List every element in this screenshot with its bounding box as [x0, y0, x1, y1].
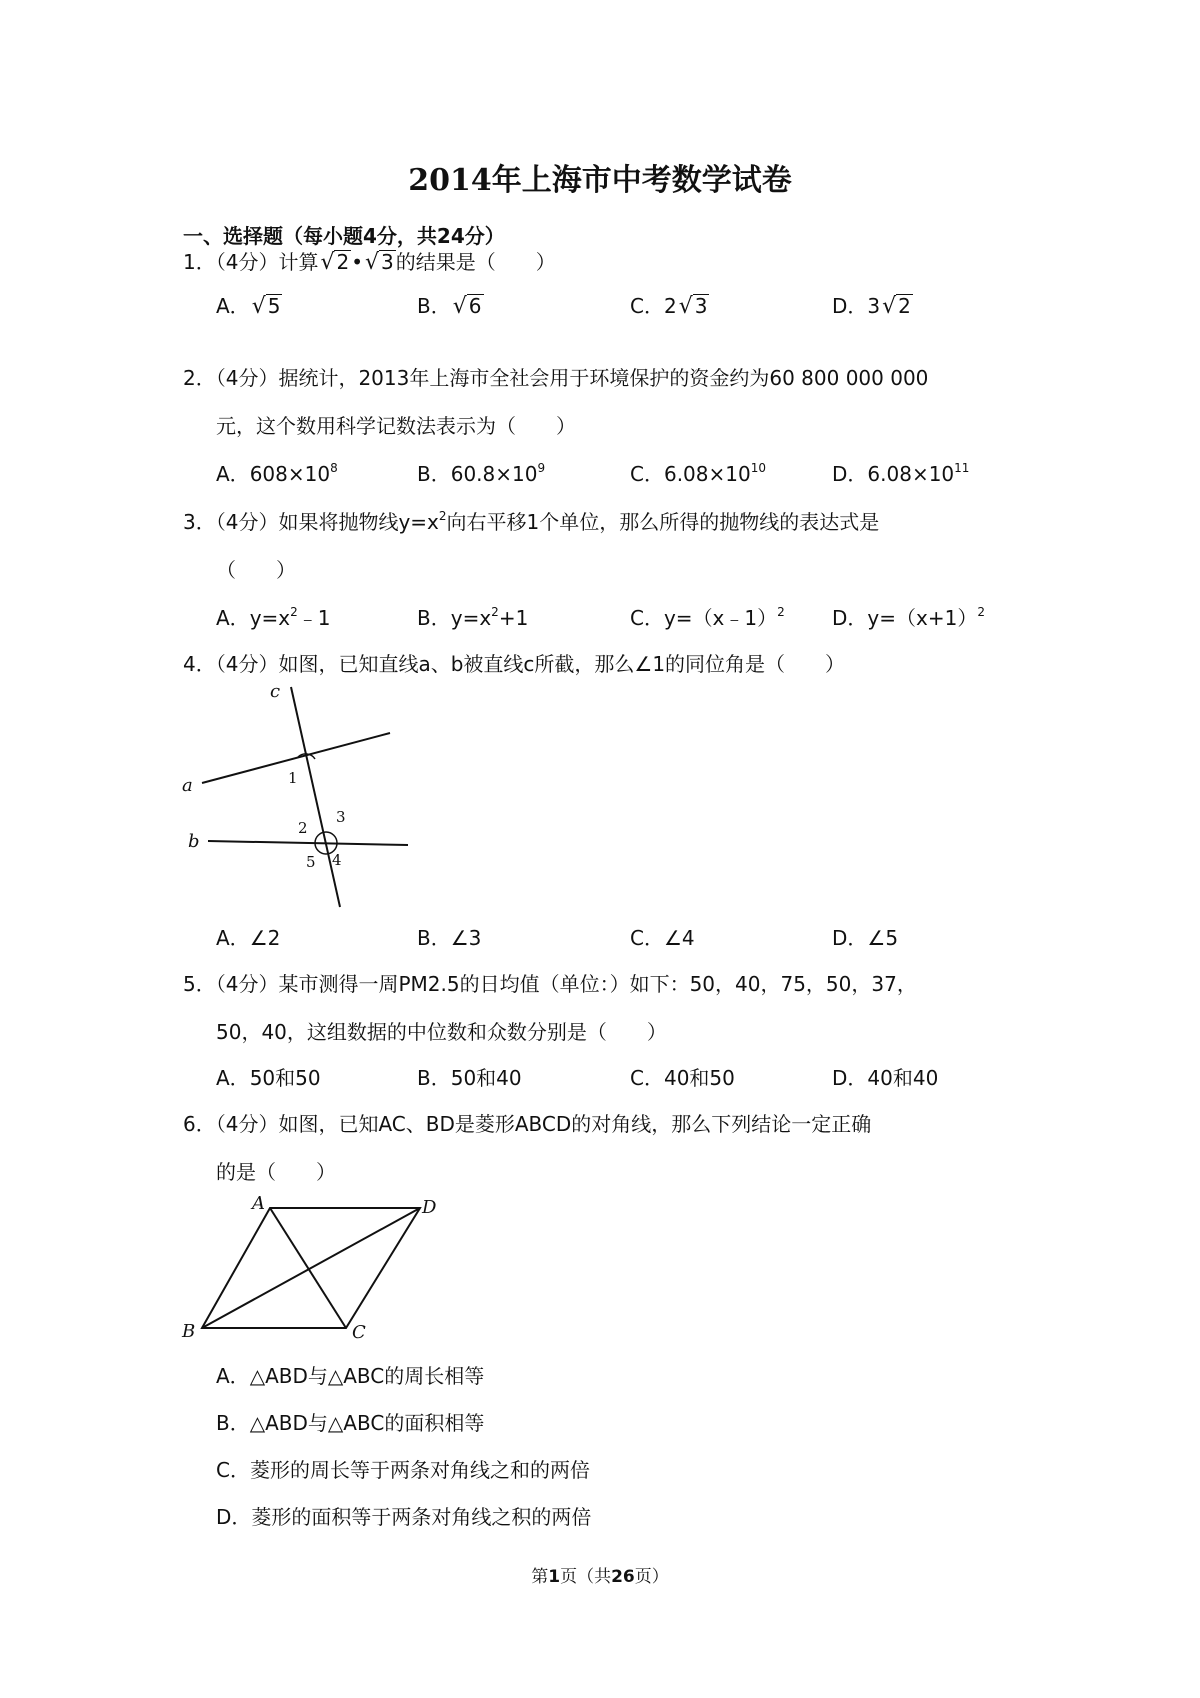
question-5-number: 5．（4分） [183, 972, 279, 996]
sqrt-expression: √ 3 [678, 294, 708, 319]
question-5-option-a: A．50和50 [216, 1066, 321, 1090]
question-2-option-c: C．$6.08\times 10^{10}$ [630, 461, 766, 486]
question-1-text-post: 的结果是（ ） [395, 250, 556, 274]
question-6: 6．（4分）如图，已知AC、BD是菱形ABCD的对角线，那么下列结论一定正确 [183, 1112, 872, 1136]
label-a: a [182, 775, 193, 796]
question-6-option-b: B．△ABD与△ABC的面积相等 [216, 1411, 485, 1435]
vertex-label-b: B [182, 1321, 196, 1342]
question-5-line-2: 50，40，这组数据的中位数和众数分别是（ ） [216, 1020, 667, 1044]
question-6-number: 6．（4分） [183, 1112, 279, 1136]
sqrt-expression: √ 3 [365, 250, 394, 275]
question-6-line-2: 的是（ ） [216, 1160, 336, 1184]
question-5-option-d: D．40和40 [832, 1066, 939, 1090]
question-2-option-d: D．$6.08\times 10^{11}$ [832, 461, 970, 486]
sqrt-expression: √ 2 [320, 250, 350, 275]
question-3-option-c: C．y=（x﹣1）$^2$ [630, 605, 785, 630]
question-4-option-c: C．∠4 [630, 926, 695, 950]
line-b [208, 841, 408, 845]
section-title: 一、选择题（每小题4分，共24分） [183, 224, 505, 248]
question-6-option-d: D．菱形的面积等于两条对角线之积的两倍 [216, 1505, 592, 1529]
question-1-option-c: C．2√ 3 [630, 294, 708, 319]
angle-label-5: 5 [306, 853, 316, 871]
question-4: 4．（4分）如图，已知直线a、b被直线c所截，那么∠1的同位角是（ ） [183, 652, 846, 676]
diagonal-bd [202, 1208, 420, 1328]
label-b: b [188, 831, 200, 852]
page-footer: 第1页（共26页） [531, 1567, 669, 1587]
question-6-option-a: A．△ABD与△ABC的周长相等 [216, 1364, 485, 1388]
question-2-line-2: 元，这个数用科学记数法表示为（ ） [216, 414, 576, 438]
sqrt-expression: √ 5 [251, 294, 281, 319]
question-3-option-a: A．$y=x^2﹣1$ [216, 605, 331, 630]
vertex-label-d: D [422, 1197, 437, 1218]
multiply-dot: • [351, 250, 364, 274]
question-1-option-d: D．3√ 2 [832, 294, 911, 319]
page-number: 1 [548, 1567, 561, 1587]
question-1-number: 1．（4分） [183, 250, 279, 274]
page-total: 26 [611, 1567, 635, 1587]
question-1-text-pre: 计算 [278, 250, 319, 274]
question-3-number: 3．（4分） [183, 510, 279, 534]
question-4-option-b: B．∠3 [417, 926, 482, 950]
vertex-label-c: C [352, 1322, 366, 1343]
question-3-option-b: B．$y=x^2+1$ [417, 605, 529, 630]
angle-label-2: 2 [298, 819, 308, 837]
label-c: c [270, 685, 281, 702]
question-2-option-a: A．$608\times 10^8$ [216, 461, 338, 486]
question-1-option-a: A．√ 5 [216, 294, 281, 319]
rhombus-figure [180, 1195, 440, 1345]
vertex-label-a: A [252, 1195, 265, 1214]
question-6-option-c: C．菱形的周长等于两条对角线之和的两倍 [216, 1458, 590, 1482]
angle-label-4: 4 [332, 851, 342, 869]
question-3-line-2: （ ） [216, 558, 296, 582]
transversal-figure [180, 685, 420, 925]
question-2 [183, 362, 928, 391]
question-5-option-b: B．50和40 [417, 1066, 522, 1090]
angle-label-1: 1 [288, 769, 298, 787]
line-c [291, 687, 340, 907]
question-4-number: 4．（4分） [183, 652, 279, 676]
question-2-option-b: B．$60.8\times 10^9$ [417, 461, 546, 486]
question-4-option-d: D．∠5 [832, 926, 899, 950]
angle-label-3: 3 [336, 808, 346, 826]
diagonal-ac [270, 1208, 346, 1328]
question-3-option-d: D．$y=(x+1)^2$ [832, 605, 985, 630]
question-5: 5．（4分）某市测得一周PM2.5的日均值（单位：）如下：50，40，75，50，37， [183, 972, 917, 996]
question-5-option-c: C．40和50 [630, 1066, 735, 1090]
question-1 [183, 246, 556, 275]
question-2-number: 2．（4分） [183, 366, 279, 390]
question-4-option-a: A．∠2 [216, 926, 281, 950]
question-1-option-b: B．√ 6 [417, 294, 482, 319]
page-title: 2014年上海市中考数学试卷 [408, 163, 792, 198]
sqrt-expression: √ 6 [452, 294, 482, 319]
question-2-line-1: 据统计，2013年上海市全社会用于环境保护的资金约为60 800 000 000 [278, 366, 929, 390]
sqrt-expression: √ 2 [882, 294, 911, 319]
question-3: 3．（4分）如果将抛物线$y=x^2$向右平移1个单位，那么所得的抛物线的表达式是 [183, 509, 880, 534]
